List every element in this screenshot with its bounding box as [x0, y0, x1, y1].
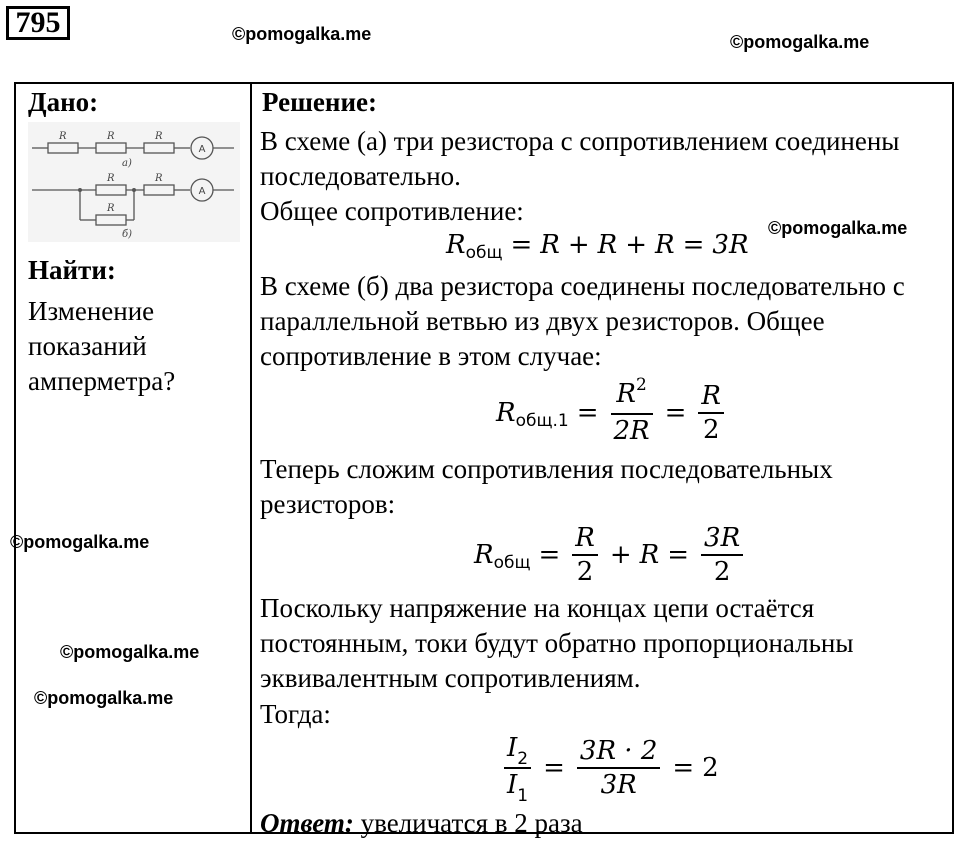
watermark: ©pomogalka.me	[768, 218, 908, 238]
caption-b: б)	[122, 229, 133, 240]
watermark: ©pomogalka.me	[34, 688, 174, 708]
solution-paragraph-5: Поскольку напряжение на концах цепи остаётся постоянным, токи будут обратно пропорциональны эквивалентным сопротивлениям.	[260, 593, 854, 693]
solution-paragraph-1: В схеме (а) три резистора с сопротивлением соединены последовательно.	[260, 126, 900, 191]
resistor-label: R	[107, 203, 115, 214]
resistor-label: R	[155, 173, 163, 184]
answer-text: увеличатся в 2 раза	[360, 808, 583, 838]
solution-heading: Решение:	[262, 87, 377, 117]
resistor-label: R	[107, 173, 115, 184]
resistor	[96, 185, 126, 195]
column-divider	[250, 82, 252, 834]
resistor	[144, 185, 174, 195]
resistor-label: R	[59, 131, 67, 142]
solution-paragraph-2: Общее сопротивление:	[260, 196, 524, 226]
resistor	[96, 215, 126, 225]
solution-paragraph-4: Теперь сложим сопротивления последовательных резисторов:	[260, 454, 833, 519]
circuit-diagram	[28, 122, 240, 242]
watermark: ©pomogalka.me	[730, 32, 870, 52]
given-heading: Дано:	[28, 87, 99, 117]
formula-current-ratio: $\frac{I_2}{I_1}$ = $\frac{3R \cdot 2}{3R}$ = 2	[500, 732, 719, 804]
answer-label: Ответ:	[260, 808, 354, 838]
answer	[260, 806, 950, 841]
formula-total-b1: R общ.1 = $\frac{R^2}{2R}$ = $\frac{R}{2}$	[496, 378, 728, 447]
watermark: ©pomogalka.me	[232, 24, 372, 44]
resistor-label: R	[155, 131, 163, 142]
watermark: ©pomogalka.me	[60, 642, 200, 662]
problem-number: 795	[6, 6, 70, 40]
find-heading: Найти:	[28, 255, 116, 285]
resistor-label: R	[107, 131, 115, 142]
ammeter-label: A	[198, 186, 206, 197]
formula-total-b: R общ = $\frac{R}{2}$ + R = $\frac{3R}{2}$	[474, 522, 747, 588]
caption-a: а)	[122, 158, 132, 169]
formula-total-a: R общ = R + R + R = 3R	[446, 230, 749, 263]
solution-paragraph-3: В схеме (б) два резистора соединены последовательно с параллельной ветвью из двух резисторов. Общее сопротивление в этом случае:	[260, 271, 905, 371]
resistor	[144, 143, 174, 153]
resistor	[48, 143, 78, 153]
watermark: ©pomogalka.me	[10, 532, 150, 552]
ammeter-label: A	[198, 144, 206, 155]
solution-paragraph-6: Тогда:	[260, 699, 331, 729]
resistor	[96, 143, 126, 153]
find-text: Изменение показаний амперметра?	[28, 296, 176, 396]
